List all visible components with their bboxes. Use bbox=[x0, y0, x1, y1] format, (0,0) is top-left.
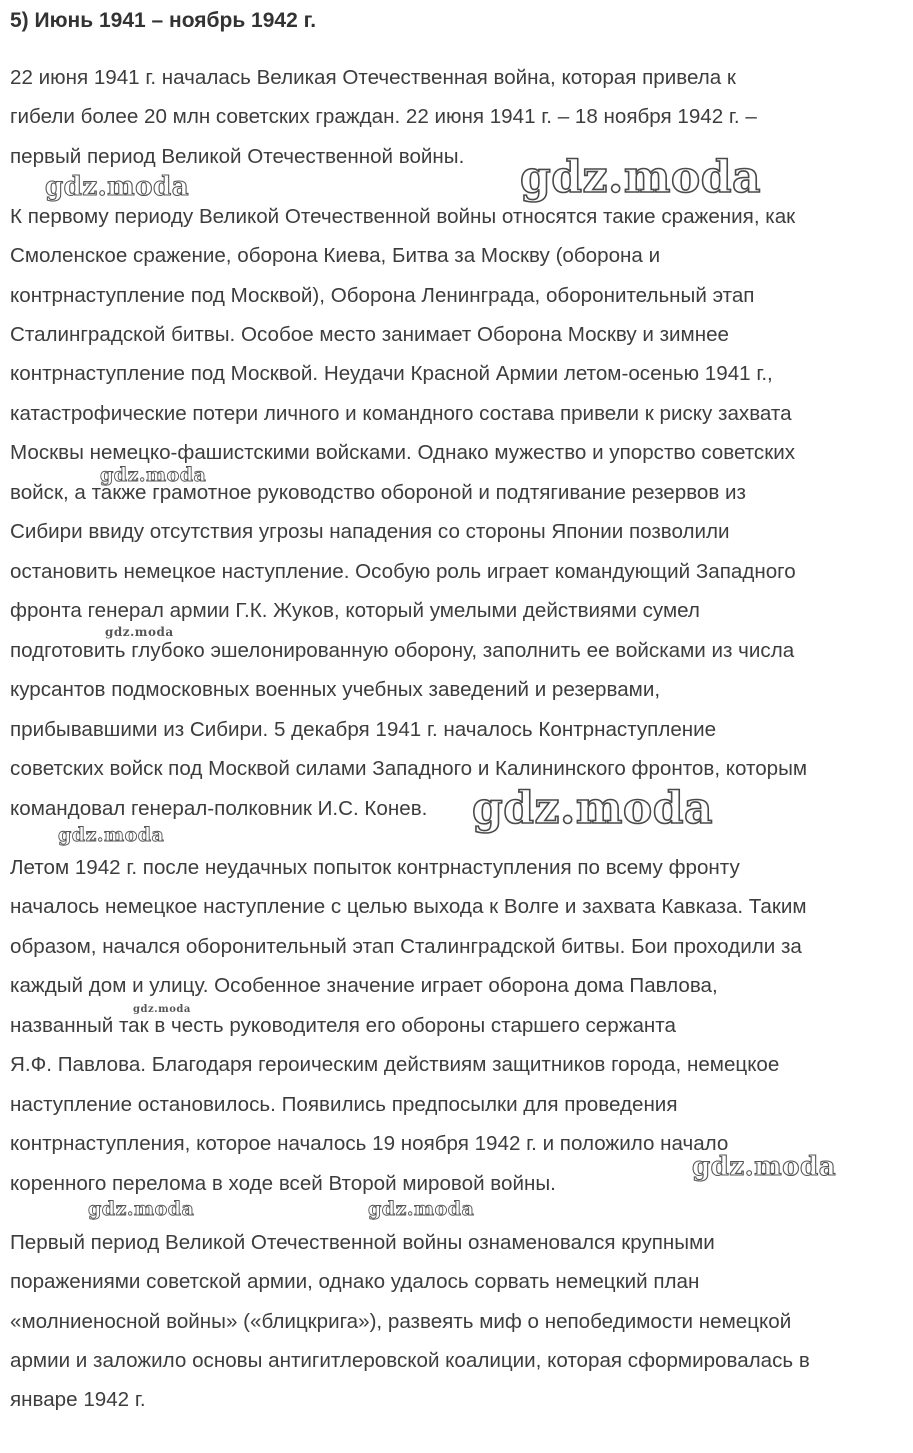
watermark: gdz.moda bbox=[472, 783, 714, 834]
watermark: gdz.moda bbox=[105, 625, 174, 639]
watermark: gdz.moda bbox=[520, 152, 762, 203]
paragraph-2-line: остановить немецкое наступление. Особую роль играет командующий Западного bbox=[10, 560, 796, 583]
paragraph-4-line: «молниеносной войны» («блицкрига»), развеять миф о непобедимости немецкой bbox=[10, 1310, 792, 1333]
paragraph-2-line: К первому периоду Великой Отечественной войны относятся такие сражения, как bbox=[10, 205, 796, 228]
paragraph-2-line: курсантов подмосковных военных учебных заведений и резервами, bbox=[10, 678, 661, 701]
watermark: gdz.moda bbox=[45, 172, 190, 202]
paragraph-2-line: катастрофические потери личного и командного состава привели к риску захвата bbox=[10, 402, 792, 425]
paragraph-3-line: названный так в честь руководителя его обороны старшего сержанта bbox=[10, 1014, 676, 1037]
paragraph-2-line: контрнаступление под Москвой. Неудачи Красной Армии летом-осенью 1941 г., bbox=[10, 362, 773, 385]
paragraph-2-line: Сибири ввиду отсутствия угрозы нападения со стороны Японии позволили bbox=[10, 520, 730, 543]
paragraph-4-line: Первый период Великой Отечественной войны ознаменовался крупными bbox=[10, 1231, 715, 1254]
paragraph-2-line: командовал генерал-полковник И.С. Конев. bbox=[10, 797, 428, 820]
paragraph-1-line: 22 июня 1941 г. началась Великая Отечественная война, которая привела к bbox=[10, 66, 736, 89]
paragraph-3-line: контрнаступления, которое началось 19 ноября 1942 г. и положило начало bbox=[10, 1132, 729, 1155]
paragraph-1-line: гибели более 20 млн советских граждан. 22 июня 1941 г. – 18 ноября 1942 г. – bbox=[10, 105, 757, 128]
paragraph-1-line: первый период Великой Отечественной войны. bbox=[10, 145, 465, 168]
paragraph-2-line: фронта генерал армии Г.К. Жуков, который умелыми действиями сумел bbox=[10, 599, 700, 622]
watermark: gdz.moda bbox=[692, 1152, 837, 1182]
watermark: gdz.moda bbox=[58, 824, 165, 846]
paragraph-2-line: Сталинградской битвы. Особое место занимает Оборона Москву и зимнее bbox=[10, 323, 729, 346]
paragraph-2-line: Москвы немецко-фашистскими войсками. Однако мужество и упорство советских bbox=[10, 441, 796, 464]
paragraph-2-line: Смоленское сражение, оборона Киева, Битва за Москву (оборона и bbox=[10, 244, 661, 267]
paragraph-4-line: поражениями советской армии, однако удалось сорвать немецкий план bbox=[10, 1270, 700, 1293]
paragraph-4-line: армии и заложило основы антигитлеровской коалиции, которая сформировалась в bbox=[10, 1349, 810, 1372]
watermark: gdz.moda bbox=[88, 1198, 195, 1220]
paragraph-4-line: январе 1942 г. bbox=[10, 1388, 146, 1411]
paragraph-3-line: каждый дом и улицу. Особенное значение играет оборона дома Павлова, bbox=[10, 974, 718, 997]
page-title: 5) Июнь 1941 – ноябрь 1942 г. bbox=[10, 9, 317, 32]
paragraph-3-line: началось немецкое наступление с целью выхода к Волге и захвата Кавказа. Таким bbox=[10, 895, 807, 918]
paragraph-2-line: подготовить глубоко эшелонированную оборону, заполнить ее войсками из числа bbox=[10, 639, 795, 662]
paragraph-3-line: наступление остановилось. Появились предпосылки для проведения bbox=[10, 1093, 678, 1116]
paragraph-2-line: контрнаступление под Москвой), Оборона Ленинграда, оборонительный этап bbox=[10, 284, 755, 307]
watermark: gdz.moda bbox=[100, 464, 207, 486]
paragraph-2-line: войск, а также грамотное руководство обороной и подтягивание резервов из bbox=[10, 481, 746, 504]
paragraph-2-line: советских войск под Москвой силами Западного и Калининского фронтов, которым bbox=[10, 757, 808, 780]
watermark: gdz.moda bbox=[368, 1198, 475, 1220]
watermark: gdz.moda bbox=[133, 1004, 191, 1015]
paragraph-2-line: прибывавшими из Сибири. 5 декабря 1941 г. началось Контрнаступление bbox=[10, 718, 717, 741]
paragraph-3-line: коренного перелома в ходе всей Второй мировой войны. bbox=[10, 1172, 556, 1195]
paragraph-3-line: образом, начался оборонительный этап Сталинградской битвы. Бои проходили за bbox=[10, 935, 802, 958]
paragraph-3-line: Летом 1942 г. после неудачных попыток контрнаступления по всему фронту bbox=[10, 856, 740, 879]
paragraph-3-line: Я.Ф. Павлова. Благодаря героическим действиям защитников города, немецкое bbox=[10, 1053, 780, 1076]
